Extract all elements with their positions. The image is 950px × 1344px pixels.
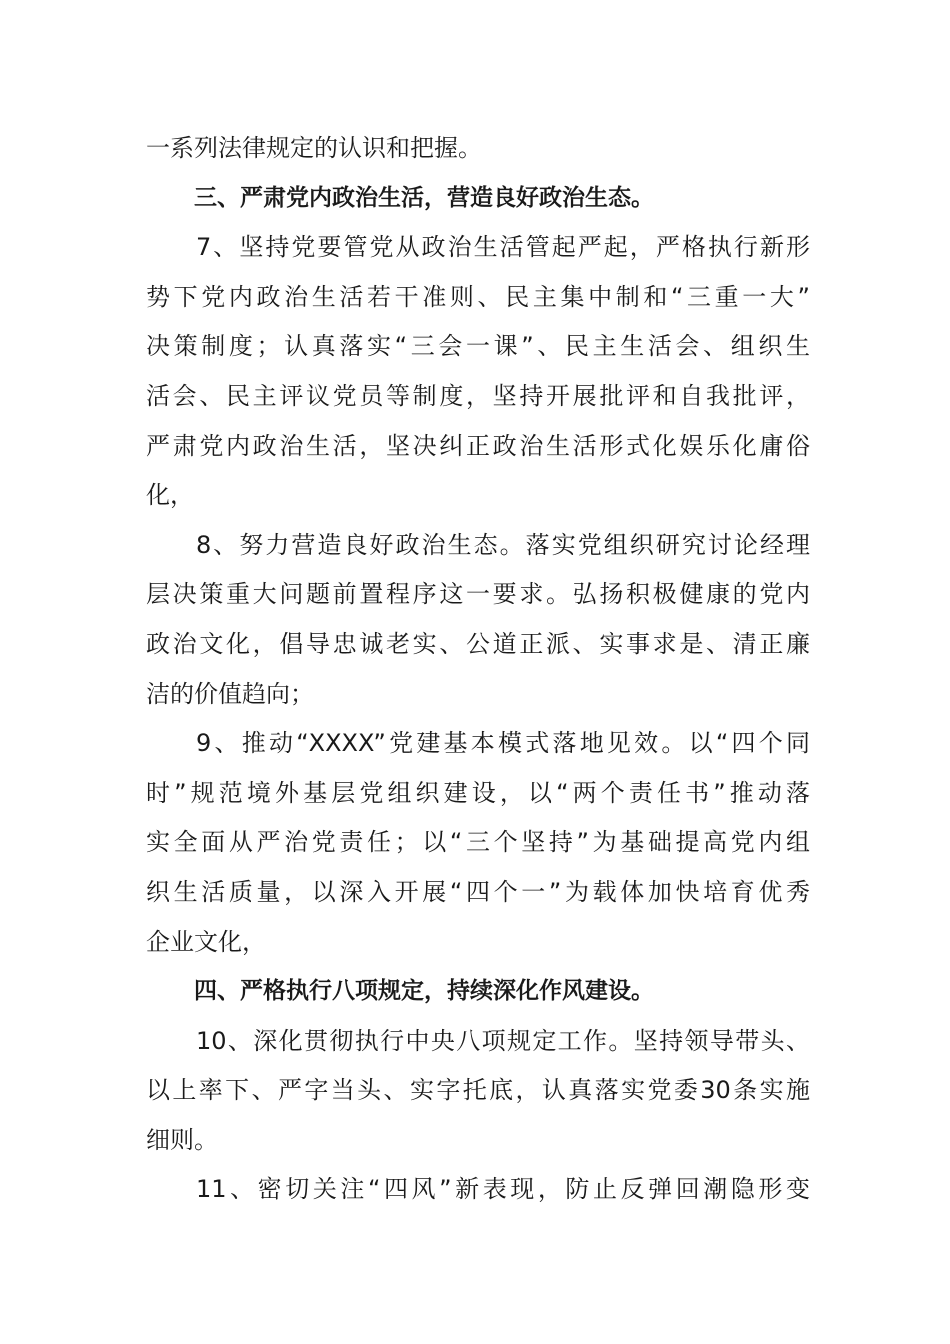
- section-heading: 三、严肃党内政治生活，营造良好政治生态。: [194, 184, 654, 211]
- text-line: 政治文化，倡导忠诚老实、公道正派、实事求是、清正廉: [146, 629, 810, 658]
- text-line: 以上率下、严字当头、实字托底，认真落实党委30条实施: [146, 1076, 810, 1105]
- text-line: 层决策重大问题前置程序这一要求。弘扬积极健康的党内: [146, 580, 810, 609]
- text-line: 一系列法律规定的认识和把握。: [146, 134, 482, 162]
- text-line: 细则。: [146, 1125, 218, 1154]
- text-line: 化，: [146, 481, 194, 510]
- text-line: 9、推动“XXXX”党建基本模式落地见效。以“四个同: [196, 729, 810, 758]
- text-line: 时”规范境外基层党组织建设，以“两个责任书”推动落: [146, 778, 810, 807]
- text-line: 严肃党内政治生活，坚决纠正政治生活形式化娱乐化庸俗: [146, 431, 810, 460]
- text-line: 实全面从严治党责任；以“三个坚持”为基础提高党内组: [146, 828, 810, 857]
- text-line: 势下党内政治生活若干准则、民主集中制和“三重一大”: [146, 282, 810, 311]
- text-line: 8、努力营造良好政治生态。落实党组织研究讨论经理: [196, 530, 810, 559]
- text-line: 7、坚持党要管党从政治生活管起严起，严格执行新形: [196, 233, 810, 262]
- text-line: 10、深化贯彻执行中央八项规定工作。坚持领导带头、: [196, 1026, 810, 1055]
- text-line: 织生活质量，以深入开展“四个一”为载体加快培育优秀: [146, 877, 810, 906]
- text-line: 洁的价值趋向；: [146, 679, 314, 708]
- document-body: [146, 124, 810, 1215]
- section-heading: 四、严格执行八项规定，持续深化作风建设。: [194, 978, 654, 1005]
- text-line: 企业文化，: [146, 927, 266, 956]
- text-line: 11、密切关注“四风”新表现，防止反弹回潮隐形变: [196, 1175, 810, 1204]
- text-line: 活会、民主评议党员等制度，坚持开展批评和自我批评，: [146, 381, 810, 410]
- text-line: 决策制度；认真落实“三会一课”、民主生活会、组织生: [146, 332, 810, 361]
